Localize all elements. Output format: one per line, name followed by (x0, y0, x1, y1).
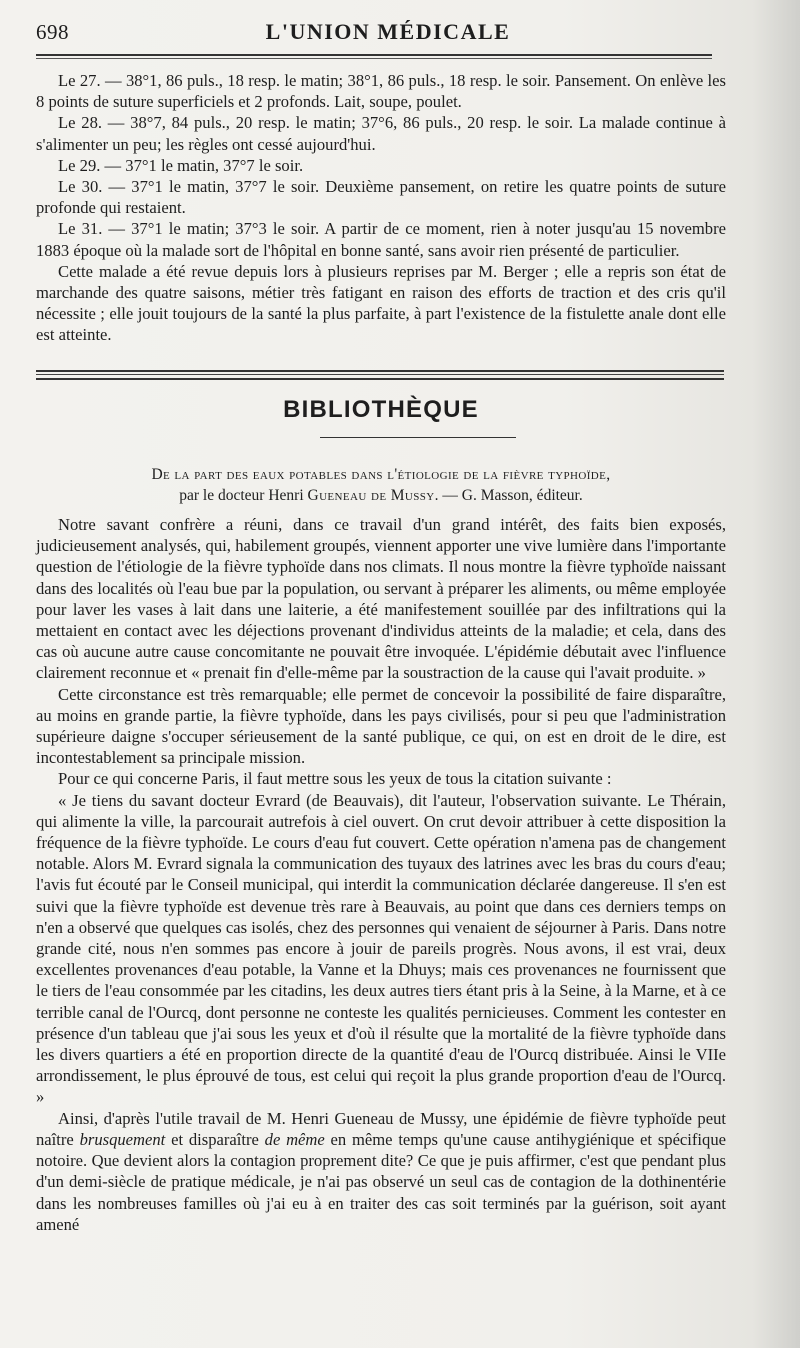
case-note-day-27: Le 27. — 38°1, 86 puls., 18 resp. le matin; 38°1, 86 puls., 18 resp. le soir. Pansement. On enlève les 8 points de suture superficiels et 2 profonds. Lait, soupe, poulet. (36, 71, 726, 112)
review-paragraph-last: Ainsi, d'après l'utile travail de M. Henri Gueneau de Mussy, une épidémie de fièvre typhoïde peut naître brusquement et disparaître de même en même temps qu'une cause antihygiénique et spécifique notoire. Que devient alors la contagion proprement dite? Ce que je puis affirmer, c'est que pendant plus d'un demi-siècle de pratique médicale, je n'ai pas observé un seul cas de contagion de la dothinentérie dans les nombreuses familles où j'ai eu à en traiter des cas soit terminés par la guérison, soit ayant amené (36, 1108, 727, 1234)
review-author: Gueneau de Mussy (307, 487, 435, 504)
header-rule-thin (36, 58, 712, 59)
page-number: 698 (36, 20, 69, 44)
review-paragraph: Notre savant confrère a réuni, dans ce travail d'un grand intérêt, des faits bien exposés, judicieusement analysés, qui, habilement groupés, viennent apporter une vive lumière dans l'importante question de l'étiologie de la fièvre typhoïde dans nos climats. Il nous montre la fièvre typhoïde naissant dans des localités où l'eau bue par la population, ou servant à préparer les aliments, ou même employée pour laver les vases à lait dans une laiterie, a été manifestement souillée par des infiltrations qui la mettaient en contact avec les déjections provenant d'individus atteints de la maladie; et cela, dans des cas où aucune autre cause concomitante ne pouvait être invoquée. L'épidémie débutait avec l'influence clairement reconnue et « prenait fin d'elle-même par la soustraction de la cause qui l'avait produite. » (36, 515, 726, 683)
section-divider (36, 370, 724, 372)
header-rule (36, 54, 712, 56)
review-title: De la part des eaux potables dans l'étiologie de la fièvre typhoïde, (151, 466, 611, 483)
section-divider-bottom (36, 378, 724, 380)
section-title-underline (320, 437, 516, 438)
section-divider-thin (36, 374, 724, 375)
byline-publisher: . — G. Masson, éditeur. (434, 487, 583, 504)
section-title: BIBLIOTHÈQUE (283, 396, 479, 423)
case-notes (36, 70, 726, 346)
case-note-followup: Cette malade a été revue depuis lors à plusieurs reprises par M. Berger ; elle a repris son état de marchande des quatre saisons, métier très fatigant en raison des efforts de traction et des cris qu'il nécessite ; elle jouit toujours de la santé la plus parfaite, à part l'existence de la fistulette anale dont elle est atteinte. (36, 261, 726, 345)
review-quotation: « Je tiens du savant docteur Evrard (de Beauvais), dit l'auteur, l'observation suivante. Le Thérain, qui alimente la ville, la parcourait autrefois à ciel ouvert. On crut devoir attribuer à cette disposition la fréquence de la fièvre typhoïde. Le cours d'eau fut couvert. Cette opération n'amena pas de changement notable. Alors M. Evrard signala la communication des tuyaux des latrines avec les bras du cours d'eau; l'avis fut écouté par le Conseil municipal, qui interdit la communication déclarée dangereuse. Il s'en est suivi que la fièvre typhoïde est devenue très rare à Beauvais, au point que dans ces derniers temps on n'en a observé que quelques cas isolés, chez des personnes qui venaient de séjourner à Paris. Dans notre grande cité, nous n'en sommes pas encore à jouir de pareils progrès. Nous avons, il est vrai, deux excellentes provenances d'eau potable, la Vanne et la Dhuys; mais ces provenances ne fournissent que le tiers de l'eau consommée par les citadins, les deux autres tiers étant pris à la Seine, à la Marne, et à ce terrible canal de l'Ourcq, dont personne ne conteste les qualités pernicieuses. Comment les contester en présence d'un tableau que j'ai sous les yeux et d'où il résulte que la mortalité de la fièvre typhoïde dans les divers quartiers a été en proportion directe de la quantité d'eau de l'Ourcq distribuée. Ainsi le VIIe arrondissement, le plus éprouvé de tous, est celui qui reçoit la plus grande proportion d'eau de l'Ourcq. » (36, 790, 726, 1107)
running-title: L'UNION MÉDICALE (265, 19, 511, 44)
review-heading (36, 464, 726, 506)
byline-prefix: par le docteur Henri (179, 487, 308, 504)
case-note-day-28: Le 28. — 38°7, 84 puls., 20 resp. le matin; 37°6, 86 puls., 20 resp. le soir. La malade continue à s'alimenter un peu; les règles ont cessé aujourd'hui. (36, 113, 726, 154)
review-paragraph: Pour ce qui concerne Paris, il faut mettre sous les yeux de tous la citation suivante : (58, 769, 612, 789)
page-header (36, 16, 740, 50)
review-body (36, 514, 726, 1235)
case-note-day-30: Le 30. — 37°1 le matin, 37°7 le soir. Deuxième pansement, on retire les quatre points de suture profonde qui restaient. (36, 177, 726, 218)
review-paragraph: Cette circonstance est très remarquable; elle permet de concevoir la possibilité de faire disparaître, au moins en grande partie, la fièvre typhoïde, dans les pays civilisés, pour si peu que l'administration supérieure daigne s'occuper sérieusement de la santé publique, ce qui, on est en droit de le dire, est incontestablement sa principale mission. (36, 684, 726, 768)
emphasis: de même (264, 1129, 325, 1149)
review-byline (36, 485, 726, 506)
emphasis: brusquement (79, 1129, 166, 1149)
case-note-day-29: Le 29. — 37°1 le matin, 37°7 le soir. (58, 155, 304, 175)
case-note-day-31: Le 31. — 37°1 le matin; 37°3 le soir. A partir de ce moment, rien à noter jusqu'au 15 novembre 1883 époque où la malade sort de l'hôpital en bonne santé, sans avoir rien présenté de particulier. (36, 219, 726, 260)
